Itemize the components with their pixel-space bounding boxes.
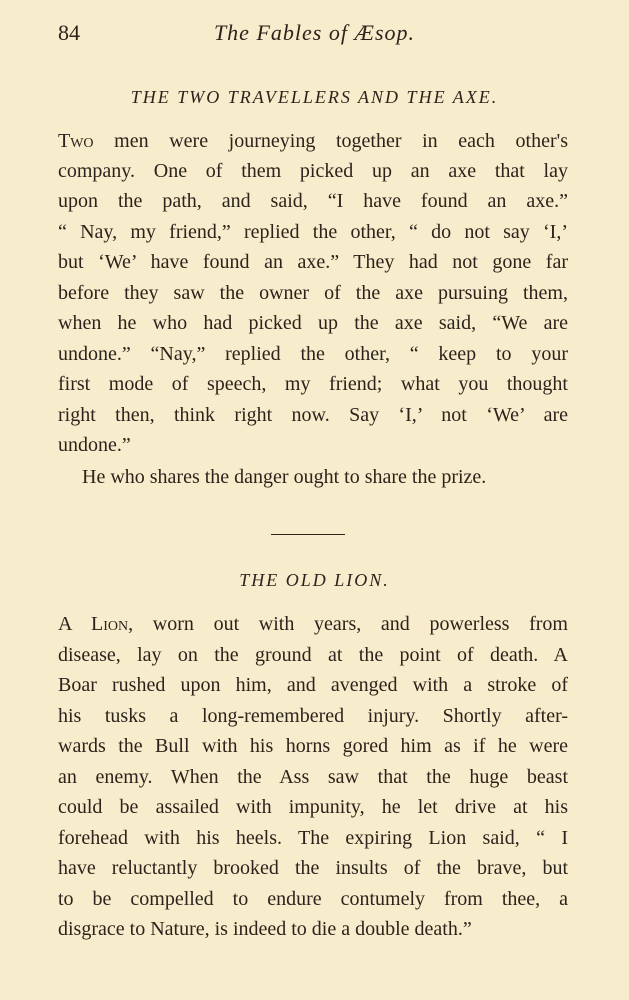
opening-word: Two [58,130,94,152]
text-line: upon the path, and said, “I have found an axe.” [58,190,568,212]
fable-title-two-travellers: THE TWO TRAVELLERS AND THE AXE. [130,87,499,107]
fable-moral: He who shares the danger ought to share the prize. [82,466,487,488]
text-line: have reluctantly brooked the insults of the brave, but [58,857,568,879]
text-line: forehead with his heels. The expiring Lion said, “ I [58,827,568,849]
page-number: 84 [58,20,80,45]
text-line: undone.” “Nay,” replied the other, “ keep to your [58,343,568,365]
text-line: wards the Bull with his horns gored him as if he were [58,735,568,757]
text-line: company. One of them picked up an axe that lay [58,160,568,182]
section-divider [271,534,345,535]
page-header [58,20,571,54]
text-line: first mode of speech, my friend; what you thought [58,373,568,395]
opening-word: A Lion [58,613,129,635]
text-line: disease, lay on the ground at the point of death. A [58,644,568,666]
text-line: Two men were journeying together in each other's [58,130,568,152]
text-line: A Lion, worn out with years, and powerless from [58,613,568,635]
text-line: before they saw the owner of the axe pursuing them, [58,282,568,304]
running-title: The Fables of Æsop. [213,20,416,45]
text-line: an enemy. When the Ass saw that the huge beast [58,766,568,788]
text-line: right then, think right now. Say ‘I,’ not ‘We’ are [58,404,568,426]
text-line: undone.” [58,434,131,456]
text-line: his tusks a long-remembered injury. Shortly after- [58,705,568,727]
text-line: “ Nay, my friend,” replied the other, “ do not say ‘I,’ [58,221,568,243]
fable-title-old-lion: THE OLD LION. [239,570,390,590]
text-line: disgrace to Nature, is indeed to die a double death.” [58,918,472,940]
text-line: could be assailed with impunity, he let drive at his [58,796,568,818]
text-line: to be compelled to endure contumely from thee, a [58,888,568,910]
text-line: but ‘We’ have found an axe.” They had not gone far [58,251,568,273]
text-line: Boar rushed upon him, and avenged with a stroke of [58,674,568,696]
text-line: when he who had picked up the axe said, “We are [58,312,568,334]
